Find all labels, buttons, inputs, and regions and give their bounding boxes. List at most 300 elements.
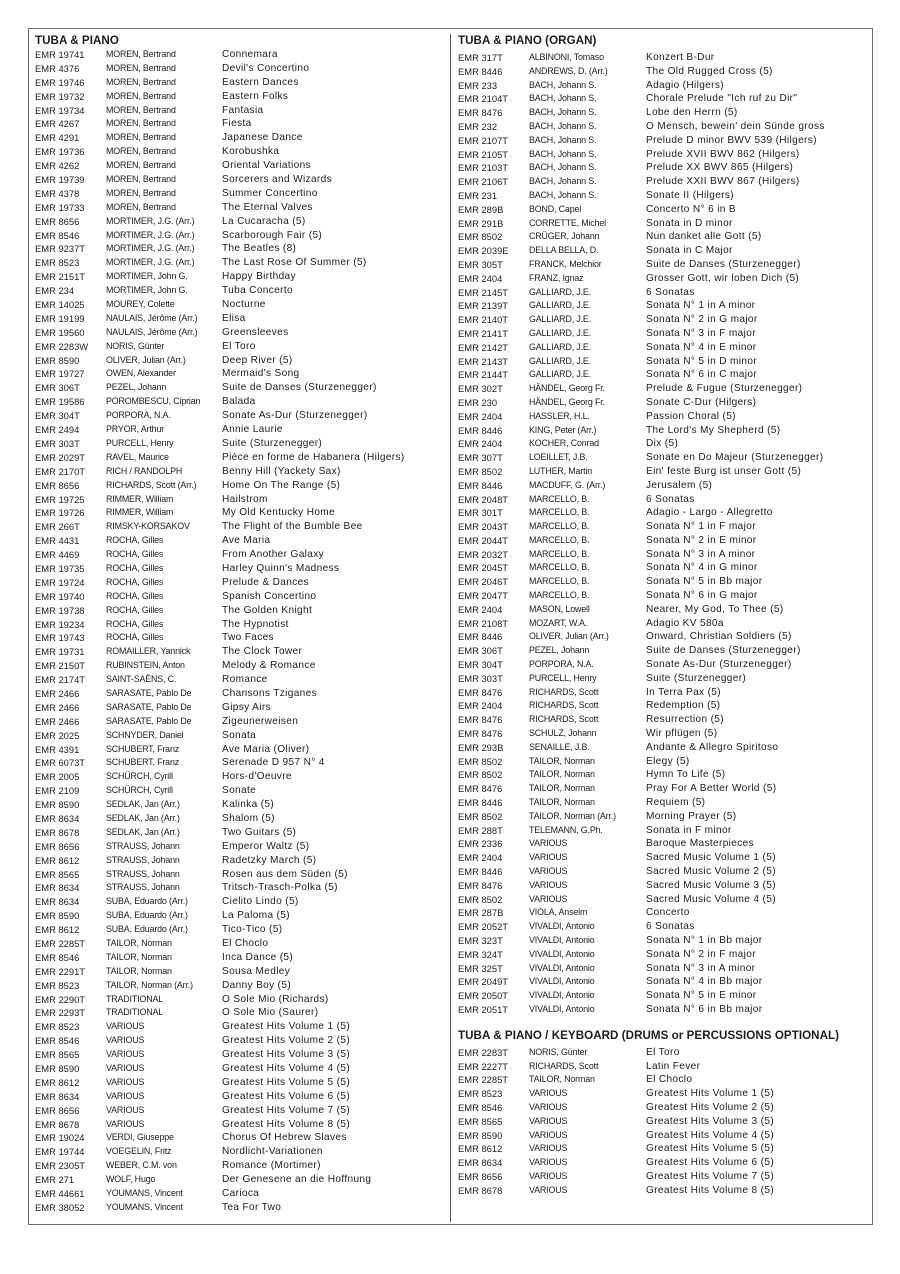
catalog-entry [35, 951, 445, 965]
catalog-number: EMR 2494 [35, 424, 80, 436]
composer-name: VARIOUS [529, 1184, 568, 1195]
catalog-number: EMR 8678 [35, 826, 80, 838]
catalog-number: EMR 2141T [458, 327, 509, 339]
catalog-entry [458, 92, 868, 106]
catalog-entry [458, 727, 868, 741]
catalog-number: EMR 234 [35, 285, 75, 297]
catalog-number: EMR 8656 [35, 215, 80, 227]
composer-name: SARASATE, Pablo De [106, 701, 192, 712]
catalog-entry [458, 1003, 868, 1017]
catalog-number: EMR 2050T [458, 990, 509, 1002]
catalog-number: EMR 8612 [35, 854, 80, 866]
catalog-entry [35, 381, 445, 395]
catalog-entry [35, 1062, 445, 1076]
work-title: El Choclo [222, 938, 269, 949]
catalog-number: EMR 2285T [458, 1074, 509, 1086]
catalog-number: EMR 19740 [35, 590, 85, 602]
composer-name: ROCHA, Gilles [106, 632, 164, 643]
catalog-entry [35, 840, 445, 854]
catalog-entry [35, 923, 445, 937]
composer-name: MOREN, Bertrand [106, 187, 176, 198]
catalog-number: EMR 303T [458, 672, 503, 684]
work-title: Sonata N° 5 in Bb major [646, 576, 763, 588]
catalog-number: EMR 8590 [35, 799, 80, 811]
work-title: Chorale Prelude "Ich ruf zu Dir" [646, 93, 798, 105]
work-title: Devil's Concertino [222, 62, 310, 74]
catalog-entry [458, 272, 868, 286]
composer-name: SAINT-SAËNS, C. [106, 674, 177, 685]
catalog-entry [458, 534, 868, 548]
catalog-entry [35, 590, 445, 604]
work-title: Sorcerers and Wizards [222, 174, 333, 186]
work-title: Sonata N° 4 in Bb major [646, 976, 763, 988]
work-title: Suite (Sturzenegger) [222, 437, 323, 449]
catalog-entry [458, 134, 868, 148]
catalog-number: EMR 19024 [35, 1132, 85, 1144]
composer-name: MARCELLO, B. [529, 590, 590, 601]
work-title: Sonata N° 2 in E minor [646, 534, 757, 546]
composer-name: MARCELLO, B. [529, 521, 590, 532]
composer-name: BOND, Capel [529, 203, 582, 214]
composer-name: RICH / RANDOLPH [106, 465, 183, 476]
work-title: Adagio - Largo - Allegretto [646, 507, 773, 519]
catalog-entry [458, 51, 868, 65]
catalog-number: EMR 291B [458, 217, 504, 229]
composer-name: STRAUSS, Johann [106, 882, 180, 893]
catalog-number: EMR 8476 [458, 686, 503, 698]
composer-name: VARIOUS [529, 879, 568, 890]
catalog-entry [458, 120, 868, 134]
work-title: Greatest Hits Volume 8 (5) [646, 1184, 775, 1196]
composer-name: PEZEL, Johann [106, 382, 167, 393]
catalog-number: EMR 8656 [35, 840, 80, 852]
catalog-entry [35, 756, 445, 770]
catalog-entry [458, 603, 868, 617]
catalog-entry [35, 881, 445, 895]
work-title: Jerusalem (5) [646, 479, 713, 491]
catalog-entry [35, 1090, 445, 1104]
catalog-entry [35, 187, 445, 201]
catalog-entry [458, 617, 868, 631]
composer-name: SENAILLE, J.B. [529, 741, 590, 752]
catalog-number: EMR 2466 [35, 701, 80, 713]
catalog-entry [35, 1118, 445, 1132]
catalog-number: EMR 8476 [458, 783, 503, 795]
catalog-number: EMR 2466 [35, 687, 80, 699]
catalog-entry [458, 258, 868, 272]
catalog-number: EMR 19739 [35, 174, 85, 186]
catalog-entry [35, 270, 445, 284]
composer-name: MOREN, Bertrand [106, 174, 176, 185]
work-title: 6 Sonatas [646, 493, 695, 505]
work-title: Requiem (5) [646, 797, 706, 809]
catalog-entry [458, 658, 868, 672]
work-title: Sonata N° 1 in Bb major [646, 935, 763, 946]
catalog-number: EMR 2043T [458, 521, 509, 533]
work-title: Eastern Folks [222, 90, 289, 102]
catalog-number: EMR 19741 [35, 49, 85, 60]
catalog-number: EMR 2039E [458, 245, 509, 257]
catalog-number: EMR 2227T [458, 1060, 509, 1072]
catalog-number: EMR 307T [458, 452, 503, 464]
work-title: Concerto N° 6 in B [646, 203, 737, 215]
catalog-entry [458, 1115, 868, 1129]
work-title: La Cucaracha (5) [222, 215, 306, 227]
composer-name: TAILOR, Norman [529, 783, 595, 794]
work-title: In Terra Pax (5) [646, 686, 721, 698]
work-title: Concerto [646, 907, 690, 919]
catalog-entry [35, 145, 445, 159]
composer-name: TAILOR, Norman [529, 797, 595, 808]
catalog-entry [35, 173, 445, 187]
catalog-entry [35, 520, 445, 534]
work-title: Summer Concertino [222, 187, 318, 199]
catalog-entry [35, 715, 445, 729]
catalog-entry [458, 672, 868, 686]
catalog-entry [35, 1201, 445, 1215]
catalog-entry [458, 1156, 868, 1170]
composer-name: VARIOUS [529, 866, 568, 877]
catalog-entry [35, 965, 445, 979]
composer-name: VIVALDI, Antonio [529, 990, 595, 1001]
catalog-entry [458, 451, 868, 465]
catalog-number: EMR 4262 [35, 160, 80, 172]
composer-name: MOREN, Bertrand [106, 146, 176, 157]
catalog-entry [35, 242, 445, 256]
catalog-entry [35, 562, 445, 576]
catalog-entry [458, 396, 868, 410]
catalog-entry [458, 175, 868, 189]
work-title: Sonata in F minor [646, 824, 732, 836]
work-title: Tritsch-Trasch-Polka (5) [222, 882, 338, 894]
work-title: Morning Prayer (5) [646, 810, 737, 822]
catalog-entry [458, 106, 868, 120]
composer-name: PORPORA, N.A. [106, 410, 171, 421]
composer-name: MOZART, W.A. [529, 617, 588, 628]
composer-name: VARIOUS [529, 1170, 568, 1181]
composer-name: PORPORA, N.A. [529, 659, 594, 670]
composer-name: RICHARDS, Scott [529, 1060, 599, 1071]
composer-name: SCHUBERT, Franz [106, 743, 180, 754]
composer-name: PEZEL, Johann [529, 645, 590, 656]
composer-name: MOREN, Bertrand [106, 90, 176, 101]
composer-name: VIVALDI, Antonio [529, 962, 595, 973]
work-title: Sonata N° 6 in C major [646, 369, 758, 381]
composer-name: SCHÜRCH, Cyrill [106, 771, 173, 782]
composer-name: GALLIARD, J.E. [529, 300, 592, 311]
catalog-number: EMR 2151T [35, 271, 86, 283]
catalog-entry [458, 824, 868, 838]
work-title: Sonata N° 4 in G minor [646, 562, 758, 574]
catalog-number: EMR 8590 [35, 1063, 80, 1075]
catalog-entry [458, 493, 868, 507]
catalog-number: EMR 231 [458, 189, 498, 201]
composer-name: SEDLAK, Jan (Arr.) [106, 826, 180, 837]
catalog-list [458, 1046, 868, 1198]
catalog-number: EMR 2029T [35, 451, 86, 463]
right-column [458, 34, 868, 1198]
composer-name: SCHUBERT, Franz [106, 757, 180, 768]
catalog-number: EMR 8678 [35, 1118, 80, 1130]
work-title: The Clock Tower [222, 646, 303, 658]
work-title: Sonate As-Dur (Sturzenegger) [222, 410, 368, 422]
catalog-number: EMR 8546 [458, 1101, 503, 1113]
composer-name: SUBA, Eduardo (Arr.) [106, 910, 188, 921]
catalog-entry [458, 327, 868, 341]
catalog-entry [458, 355, 868, 369]
work-title: Sonata [222, 729, 257, 741]
composer-name: NAULAIS, Jérôme (Arr.) [106, 312, 198, 323]
catalog-number: EMR 2285T [35, 938, 86, 949]
work-title: Nocturne [222, 299, 266, 311]
catalog-number: EMR 2106T [458, 176, 509, 188]
work-title: Spanish Concertino [222, 590, 317, 602]
composer-name: RAVEL, Maurice [106, 451, 169, 462]
work-title: The Lord's My Shepherd (5) [646, 424, 781, 436]
catalog-entry [35, 159, 445, 173]
catalog-number: EMR 19744 [35, 1146, 85, 1158]
catalog-number: EMR 233 [458, 79, 498, 91]
catalog-number: EMR 8523 [458, 1088, 503, 1100]
catalog-number: EMR 289B [458, 203, 504, 215]
work-title: Baroque Masterpieces [646, 838, 754, 850]
catalog-entry [458, 975, 868, 989]
catalog-number: EMR 325T [458, 962, 503, 974]
catalog-entry [458, 755, 868, 769]
work-title: Fiesta [222, 118, 252, 130]
catalog-number: EMR 19738 [35, 604, 85, 616]
catalog-entry [35, 743, 445, 757]
composer-name: BACH, Johann S. [529, 162, 597, 173]
work-title: Redemption (5) [646, 700, 721, 712]
catalog-entry [35, 576, 445, 590]
composer-name: RUBINSTEIN, Anton [106, 660, 185, 671]
catalog-number: EMR 2140T [458, 314, 509, 326]
composer-name: ALBINONI, Tomaso [529, 52, 604, 62]
work-title: Sonate en Do Majeur (Sturzenegger) [646, 452, 824, 464]
work-title: Greatest Hits Volume 3 (5) [222, 1049, 351, 1061]
catalog-entry [35, 506, 445, 520]
catalog-entry [458, 313, 868, 327]
work-title: Eastern Dances [222, 76, 299, 88]
composer-name: STRAUSS, Johann [106, 840, 180, 851]
catalog-number: EMR 8502 [458, 893, 503, 905]
work-title: Greatest Hits Volume 2 (5) [646, 1101, 775, 1113]
catalog-number: EMR 2052T [458, 921, 509, 933]
composer-name: LUTHER, Martin [529, 465, 592, 476]
catalog-entry [35, 687, 445, 701]
catalog-entry [458, 1184, 868, 1198]
catalog-entry [458, 382, 868, 396]
work-title: Chansons Tziganes [222, 687, 317, 699]
composer-name: VIVALDI, Antonio [529, 1003, 595, 1014]
catalog-entry [35, 1076, 445, 1090]
work-title: Greatest Hits Volume 6 (5) [222, 1090, 351, 1102]
catalog-number: EMR 8446 [458, 866, 503, 878]
catalog-number: EMR 8523 [35, 257, 80, 269]
composer-name: POROMBESCU, Ciprian [106, 396, 201, 407]
work-title: Ein' feste Burg ist unser Gott (5) [646, 465, 802, 477]
catalog-number: EMR 19746 [35, 76, 85, 88]
catalog-entry [458, 368, 868, 382]
composer-name: MOREN, Bertrand [106, 160, 176, 171]
catalog-number: EMR 2144T [458, 369, 509, 381]
composer-name: GALLIARD, J.E. [529, 314, 592, 325]
composer-name: ROCHA, Gilles [106, 618, 164, 629]
catalog-number: EMR 2025 [35, 729, 80, 741]
work-title: Korobushka [222, 146, 280, 158]
catalog-number: EMR 8546 [35, 229, 80, 241]
work-title: Greatest Hits Volume 3 (5) [646, 1115, 775, 1127]
work-title: Greatest Hits Volume 5 (5) [222, 1076, 351, 1088]
work-title: 6 Sonatas [646, 921, 695, 933]
catalog-entry [458, 230, 868, 244]
catalog-number: EMR 303T [35, 437, 80, 449]
catalog-number: EMR 2290T [35, 993, 86, 1005]
composer-name: RIMMER, William [106, 507, 174, 518]
composer-name: RICHARDS, Scott [529, 700, 599, 711]
composer-name: HÄNDEL, Georg Fr. [529, 396, 605, 407]
work-title: Passion Choral (5) [646, 410, 736, 422]
composer-name: PURCELL, Henry [106, 437, 174, 448]
catalog-entry [458, 520, 868, 534]
catalog-entry [35, 451, 445, 465]
composer-name: ROCHA, Gilles [106, 549, 164, 560]
composer-name: GALLIARD, J.E. [529, 327, 592, 338]
work-title: Gipsy Airs [222, 701, 271, 713]
work-title: Suite (Sturzenegger) [646, 672, 747, 684]
work-title: The Golden Knight [222, 604, 313, 616]
catalog-number: EMR 2104T [458, 93, 509, 105]
work-title: My Old Kentucky Home [222, 507, 336, 519]
work-title: Hymn To Life (5) [646, 769, 726, 781]
composer-name: RIMMER, William [106, 493, 174, 504]
catalog-number: EMR 2048T [458, 493, 509, 505]
composer-name: KING, Peter (Arr.) [529, 424, 597, 435]
work-title: Home On The Range (5) [222, 479, 341, 491]
work-title: Tico-Tico (5) [222, 924, 283, 936]
composer-name: GALLIARD, J.E. [529, 341, 592, 352]
catalog-number: EMR 4378 [35, 187, 80, 199]
composer-name: RIMSKY-KORSAKOV [106, 521, 190, 532]
composer-name: TAILOR, Norman [529, 755, 595, 766]
catalog-number: EMR 2109 [35, 785, 80, 797]
catalog-entry [458, 782, 868, 796]
composer-name: VARIOUS [529, 1143, 568, 1154]
work-title: Ave Maria [222, 535, 271, 547]
work-title: Sonata N° 4 in E minor [646, 341, 757, 353]
catalog-entry [35, 784, 445, 798]
work-title: Sousa Medley [222, 965, 291, 977]
work-title: Nordlicht-Variationen [222, 1146, 323, 1158]
work-title: 6 Sonatas [646, 286, 695, 298]
catalog-list [35, 48, 445, 1215]
composer-name: MOREN, Bertrand [106, 104, 176, 115]
work-title: Sonata in D minor [646, 217, 733, 229]
work-title: Inca Dance (5) [222, 951, 294, 963]
work-title: The Beatles (8) [222, 243, 297, 255]
catalog-number: EMR 2283T [458, 1046, 509, 1058]
catalog-entry [35, 340, 445, 354]
composer-name: SCHULZ, Johann [529, 728, 597, 739]
catalog-entry [35, 812, 445, 826]
catalog-number: EMR 2143T [458, 355, 509, 367]
catalog-number: EMR 8634 [35, 812, 80, 824]
catalog-entry [35, 48, 445, 62]
catalog-number: EMR 2305T [35, 1160, 86, 1172]
catalog-entry [35, 256, 445, 270]
section-heading-tuba-piano-organ: TUBA & PIANO (ORGAN) [458, 34, 597, 47]
catalog-number: EMR 8612 [35, 1076, 80, 1088]
work-title: Greatest Hits Volume 7 (5) [646, 1170, 775, 1182]
catalog-number: EMR 8678 [458, 1184, 503, 1196]
catalog-number: EMR 8446 [458, 631, 503, 643]
composer-name: BACH, Johann S. [529, 148, 597, 159]
work-title: Zigeunerweisen [222, 715, 299, 727]
work-title: Serenade D 957 N° 4 [222, 757, 325, 769]
work-title: Sacred Music Volume 1 (5) [646, 852, 776, 864]
composer-name: MORTIMER, J.G. (Arr.) [106, 257, 195, 268]
catalog-entry [458, 741, 868, 755]
work-title: Prelude D minor BWV 539 (Hilgers) [646, 134, 817, 146]
catalog-number: EMR 2139T [458, 300, 509, 312]
work-title: El Toro [222, 340, 256, 352]
catalog-entry [35, 1131, 445, 1145]
work-title: Danny Boy (5) [222, 979, 292, 991]
catalog-entry [35, 1159, 445, 1173]
composer-name: STRAUSS, Johann [106, 868, 180, 879]
work-title: Mermaid's Song [222, 368, 300, 380]
catalog-entry [35, 937, 445, 951]
work-title: O Mensch, bewein' dein Sünde gross [646, 120, 825, 132]
composer-name: MOREN, Bertrand [106, 132, 176, 143]
catalog-number: EMR 4267 [35, 118, 80, 130]
catalog-entry [458, 437, 868, 451]
work-title: Nearer, My God, To Thee (5) [646, 603, 784, 615]
catalog-entry [458, 1060, 868, 1074]
catalog-entry [458, 548, 868, 562]
composer-name: YOUMANS, Vincent [106, 1201, 183, 1212]
composer-name: MARCELLO, B. [529, 507, 590, 518]
catalog-entry [35, 1104, 445, 1118]
work-title: Greatest Hits Volume 1 (5) [646, 1088, 775, 1100]
catalog-entry [35, 1020, 445, 1034]
catalog-number: EMR 2466 [35, 715, 80, 727]
composer-name: SARASATE, Pablo De [106, 715, 192, 726]
catalog-number: EMR 2105T [458, 148, 509, 160]
composer-name: ROCHA, Gilles [106, 590, 164, 601]
composer-name: GALLIARD, J.E. [529, 369, 592, 380]
catalog-entry [35, 90, 445, 104]
work-title: Radetzky March (5) [222, 854, 317, 866]
catalog-number: EMR 2404 [458, 272, 503, 284]
catalog-number: EMR 19735 [35, 562, 85, 574]
catalog-number: EMR 232 [458, 120, 498, 132]
catalog-entry [458, 768, 868, 782]
composer-name: SCHNYDER, Daniel [106, 729, 184, 740]
work-title: Sonata N° 3 in A minor [646, 548, 756, 560]
work-title: Emperor Waltz (5) [222, 840, 310, 852]
catalog-entry [35, 798, 445, 812]
catalog-number: EMR 306T [35, 382, 80, 394]
catalog-number: EMR 2404 [458, 603, 503, 615]
work-title: El Choclo [646, 1074, 693, 1086]
work-title: Sonata N° 2 in G major [646, 314, 758, 326]
catalog-entry [35, 312, 445, 326]
catalog-number: EMR 8523 [35, 979, 80, 991]
work-title: Kalinka (5) [222, 799, 275, 811]
catalog-entry [35, 673, 445, 687]
